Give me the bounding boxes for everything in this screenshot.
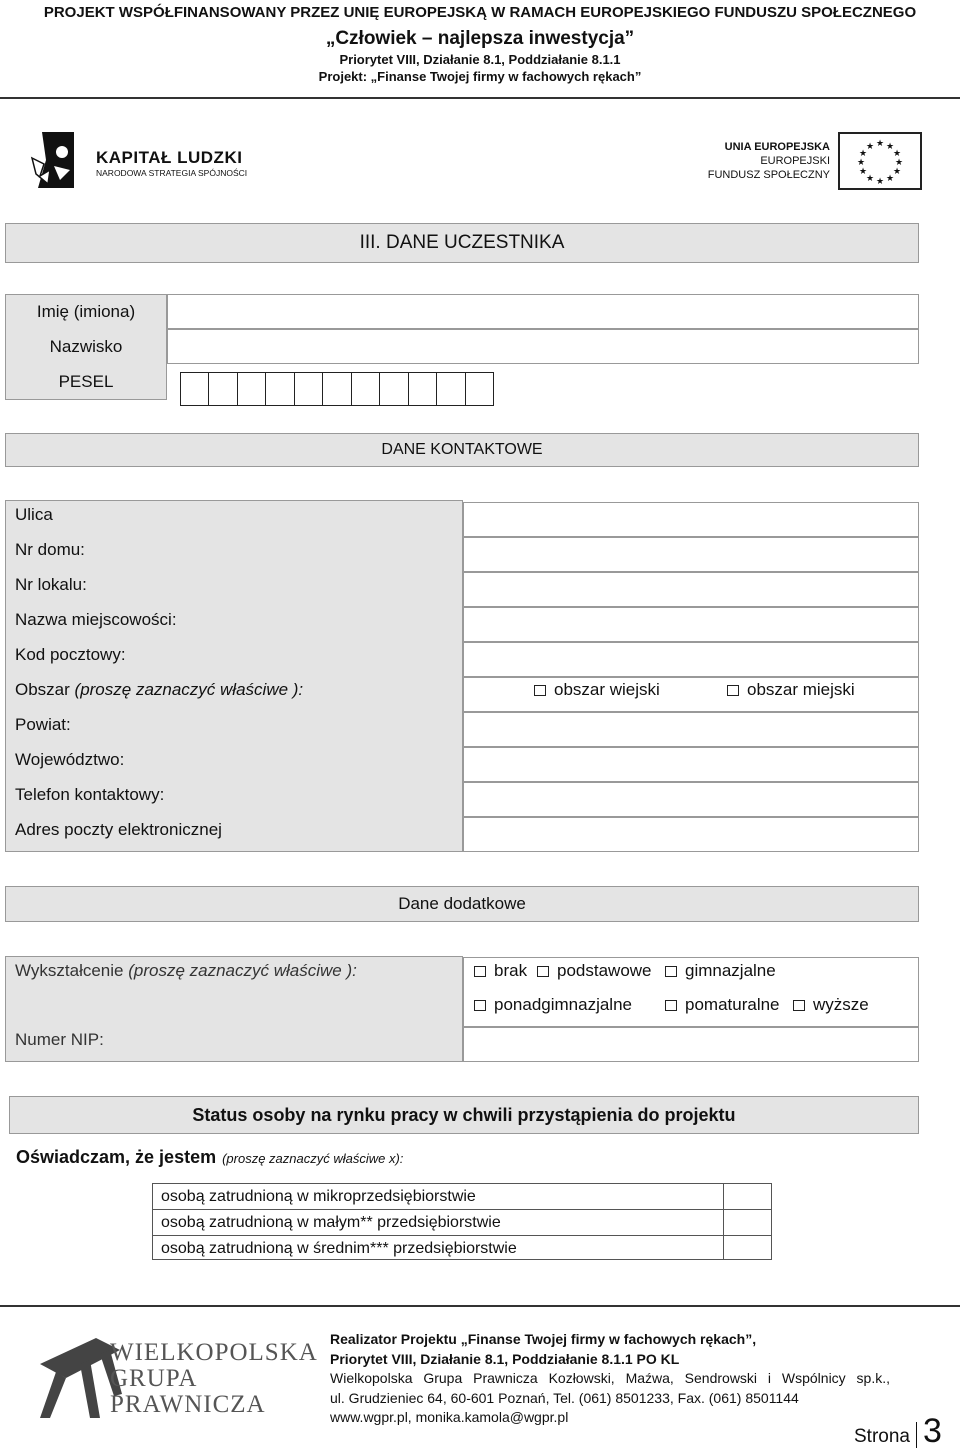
- county-field[interactable]: [463, 712, 919, 747]
- edu-upper-secondary-text: ponadgimnazjalne: [494, 995, 632, 1014]
- edu-option-higher[interactable]: [793, 995, 869, 1015]
- page-separator: [916, 1422, 917, 1448]
- svg-text:★: ★: [875, 139, 885, 149]
- page-label: Strona: [854, 1426, 910, 1447]
- svg-text:★: ★: [892, 167, 902, 177]
- house-no-label: Nr domu:: [15, 539, 85, 559]
- svg-text:★: ★: [865, 174, 875, 184]
- area-urban-text: obszar miejski: [747, 680, 855, 699]
- street-field[interactable]: [463, 502, 919, 537]
- edu-post-secondary-checkbox[interactable]: [665, 1000, 677, 1011]
- wgp-line-3: PRAWNICZA: [110, 1391, 266, 1418]
- phone-label: Telefon kontaktowy:: [15, 784, 165, 804]
- city-field[interactable]: [463, 607, 919, 642]
- status-table: [152, 1183, 724, 1260]
- section-title: III. DANE UCZESTNIKA: [5, 223, 919, 263]
- page-number: 3: [922, 1412, 942, 1450]
- ue-line-1: UNIA EUROPEJSKA: [724, 141, 830, 153]
- street-label: Ulica: [15, 504, 53, 524]
- education-label: [5, 953, 463, 988]
- edu-option-lower-secondary[interactable]: [665, 961, 776, 981]
- status-mark-medium[interactable]: [724, 1236, 771, 1261]
- footer-text: [330, 1330, 890, 1428]
- ue-line-3: FUNDUSZ SPOŁECZNY: [707, 169, 830, 181]
- county-label: Powiat:: [15, 714, 71, 734]
- area-label: [5, 672, 463, 707]
- wgp-logo-text: [110, 1340, 318, 1418]
- ue-line-2: EUROPEJSKI: [760, 155, 830, 167]
- declaration-hint: (proszę zaznaczyć właściwe x):: [222, 1151, 404, 1166]
- postcode-label: Kod pocztowy:: [15, 644, 126, 664]
- edu-upper-secondary-checkbox[interactable]: [474, 1000, 486, 1011]
- svg-text:★: ★: [875, 177, 885, 187]
- status-row: osobą zatrudnioną w średnim*** przedsiębiorstwie: [161, 1240, 517, 1257]
- header-line-1: PROJEKT WSPÓŁFINANSOWANY PRZEZ UNIĘ EUROPEJSKĄ W RAMACH EUROPEJSKIEGO FUNDUSZU SPOŁECZNEGO: [43, 4, 917, 21]
- email-field[interactable]: [463, 817, 919, 852]
- status-row: osobą zatrudnioną w małym** przedsiębiorstwie: [153, 1210, 723, 1236]
- footer-divider: [0, 1305, 960, 1307]
- first-name-field[interactable]: [167, 294, 919, 329]
- declaration-line: [16, 1147, 403, 1168]
- footer-line-2: Priorytet VIII, Działanie 8.1, Poddziałanie 8.1.1 PO KL: [330, 1350, 680, 1367]
- education-label-text: Wykształcenie: [15, 960, 124, 980]
- svg-text:★: ★: [858, 167, 868, 177]
- contact-title: DANE KONTAKTOWE: [5, 433, 919, 467]
- status-mark-small[interactable]: [724, 1210, 771, 1236]
- area-urban-option[interactable]: [727, 680, 855, 700]
- edu-option-post-secondary[interactable]: [665, 995, 780, 1015]
- header-line-4: Projekt: „Finanse Twojej firmy w fachowych rękach”: [318, 69, 642, 84]
- voivodeship-field[interactable]: [463, 747, 919, 782]
- status-row: osobą zatrudnioną w mikroprzedsiębiorstwie: [153, 1184, 723, 1210]
- kapital-ludzki-subtitle: NARODOWA STRATEGIA SPÓJNOŚCI: [96, 168, 248, 178]
- additional-title: Dane dodatkowe: [5, 886, 919, 922]
- area-urban-checkbox[interactable]: [727, 685, 739, 696]
- svg-text:★: ★: [856, 158, 866, 168]
- declaration-text: Oświadczam, że jestem: [16, 1147, 217, 1167]
- svg-text:★: ★: [858, 149, 868, 159]
- first-name-label: Imię (imiona): [36, 301, 136, 321]
- status-marks: [724, 1183, 772, 1260]
- edu-option-none[interactable]: [474, 961, 527, 981]
- header-line-3: Priorytet VIII, Działanie 8.1, Poddziałanie 8.1.1: [339, 52, 621, 67]
- edu-option-primary[interactable]: [537, 961, 652, 981]
- kapital-ludzki-title: KAPITAŁ LUDZKI: [96, 148, 243, 167]
- area-rural-checkbox[interactable]: [534, 685, 546, 696]
- edu-none-text: brak: [494, 961, 528, 980]
- edu-post-secondary-text: pomaturalne: [685, 995, 780, 1014]
- house-no-field[interactable]: [463, 537, 919, 572]
- svg-text:★: ★: [892, 149, 902, 159]
- header-divider: [0, 97, 960, 99]
- status-mark-micro[interactable]: [724, 1184, 771, 1210]
- area-rural-option[interactable]: [534, 680, 660, 700]
- svg-text:★: ★: [885, 174, 895, 184]
- pesel-label: PESEL: [58, 372, 114, 391]
- page-number-block: [854, 1414, 942, 1448]
- footer-line-5: www.wgpr.pl, monika.kamola@wgpr.pl: [330, 1409, 569, 1425]
- education-hint: (proszę zaznaczyć właściwe ):: [128, 960, 357, 980]
- edu-higher-checkbox[interactable]: [793, 1000, 805, 1011]
- kapital-ludzki-logo-icon: [30, 130, 80, 192]
- flat-no-label: Nr lokalu:: [15, 574, 87, 594]
- area-hint: (proszę zaznaczyć właściwe ):: [74, 679, 304, 699]
- edu-primary-checkbox[interactable]: [537, 966, 549, 977]
- edu-higher-text: wyższe: [813, 995, 869, 1014]
- edu-primary-text: podstawowe: [557, 961, 652, 980]
- wgp-line-1: WIELKOPOLSKA: [110, 1339, 318, 1366]
- footer-line-3: Wielkopolska Grupa Prawnicza Kozłowski, Maźwa, Sendrowski i Wspólnicy sp.k.,: [330, 1370, 890, 1386]
- phone-field[interactable]: [463, 782, 919, 817]
- svg-text:★: ★: [894, 158, 904, 168]
- email-label: Adres poczty elektronicznej: [15, 819, 222, 839]
- eu-flag-icon: [838, 132, 922, 190]
- svg-text:★: ★: [865, 142, 875, 152]
- edu-option-upper-secondary[interactable]: [474, 995, 632, 1015]
- header-line-2: „Człowiek – najlepsza inwestycja”: [325, 28, 635, 49]
- ue-text: [700, 140, 830, 182]
- area-rural-text: obszar wiejski: [554, 680, 660, 699]
- wgp-line-2: GRUPA: [110, 1365, 198, 1392]
- nip-label: Numer NIP:: [15, 1029, 104, 1049]
- voivodeship-label: Województwo:: [15, 749, 125, 769]
- footer-line-4: ul. Grudzieniec 64, 60-601 Poznań, Tel. (061) 8501233, Fax. (061) 8501144: [330, 1389, 799, 1406]
- nip-field[interactable]: [463, 1027, 919, 1062]
- svg-text:★: ★: [885, 142, 895, 152]
- edu-lower-secondary-text: gimnazjalne: [685, 961, 776, 980]
- postcode-field[interactable]: [463, 642, 919, 677]
- footer-line-1: Realizator Projektu „Finanse Twojej firmy w fachowych rękach”,: [330, 1331, 757, 1347]
- area-label-text: Obszar: [15, 679, 70, 699]
- last-name-field[interactable]: [167, 329, 919, 364]
- status-title: Status osoby na rynku pracy w chwili przystąpienia do projektu: [9, 1096, 919, 1134]
- edu-lower-secondary-checkbox[interactable]: [665, 966, 677, 977]
- city-label: Nazwa miejscowości:: [15, 609, 177, 629]
- pesel-field[interactable]: [180, 372, 494, 406]
- flat-no-field[interactable]: [463, 572, 919, 607]
- last-name-label: Nazwisko: [49, 336, 123, 356]
- edu-none-checkbox[interactable]: [474, 966, 486, 977]
